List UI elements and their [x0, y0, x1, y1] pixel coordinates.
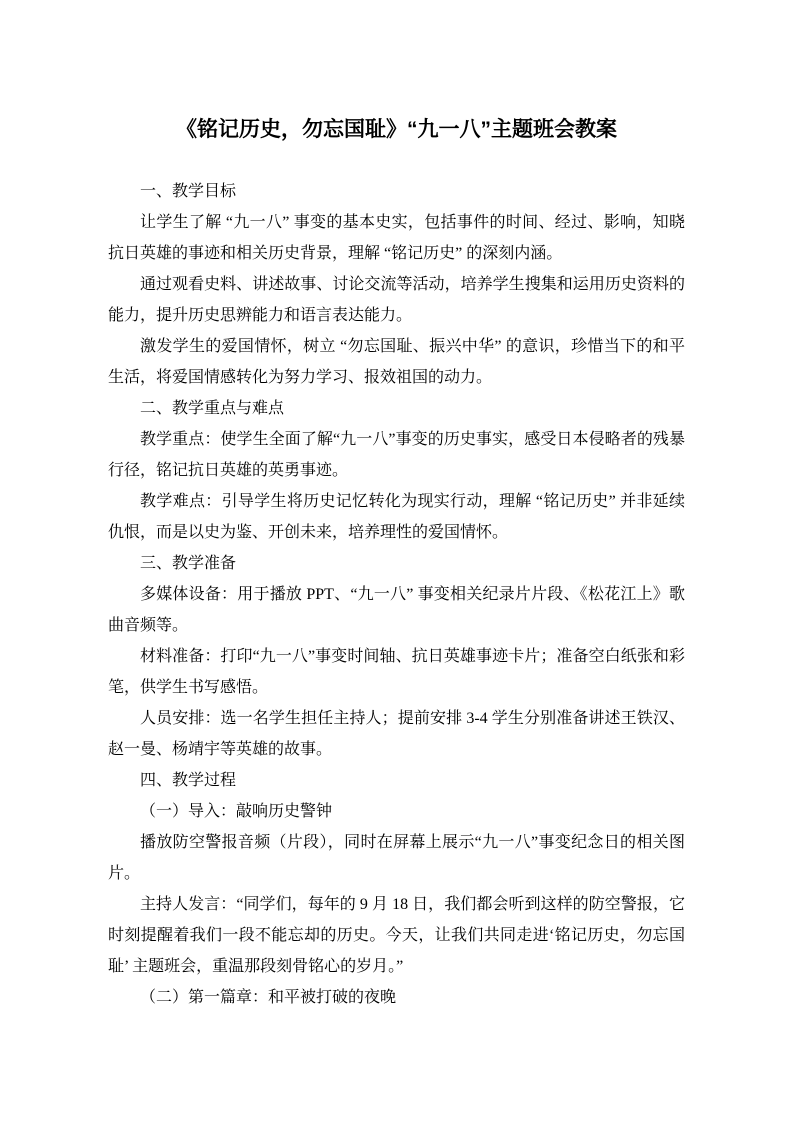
- para-material-preparation: 材料准备：打印“九一八”事变时间轴、抗日英雄事迹卡片；准备空白纸张和彩笔，供学生书写感悟。: [108, 648, 685, 696]
- section-heading-process: 四、教学过程: [140, 772, 237, 789]
- para-objective-emotion: 激发学生的爱国情怀，树立 “勿忘国耻、振兴中华” 的意识，珍惜当下的和平生活，将爱国情感转化为努力学习、报效祖国的动力。: [108, 338, 685, 386]
- para-multimedia-equipment: 多媒体设备：用于播放 PPT、“九一八” 事变相关纪录片片段、《松花江上》歌曲音频等。: [108, 586, 685, 634]
- para-personnel-arrangement: 人员安排：选一名学生担任主持人；提前安排 3-4 学生分别准备讲述王铁汉、赵一曼、杨靖宇等英雄的故事。: [108, 710, 685, 758]
- para-teaching-difficulty: 教学难点：引导学生将历史记忆转化为现实行动，理解 “铭记历史” 并非延续仇恨，而是以史为鉴、开创未来，培养理性的爱国情怀。: [108, 493, 685, 541]
- para-objective-knowledge: 让学生了解 “九一八” 事变的基本史实，包括事件的时间、经过、影响，知晓抗日英雄的事迹和相关历史背景，理解 “铭记历史” 的深刻内涵。: [108, 214, 685, 262]
- document-body: [108, 176, 685, 1013]
- para-teaching-key-point: 教学重点：使学生全面了解“九一八”事变的历史事实，感受日本侵略者的残暴行径，铭记抗日英雄的英勇事迹。: [108, 431, 685, 479]
- subsection-heading-chapter-one: （二）第一篇章：和平被打破的夜晚: [140, 989, 397, 1006]
- para-audio-playback: 播放防空警报音频（片段），同时在屏幕上展示“九一八”事变纪念日的相关图片。: [108, 834, 685, 882]
- section-heading-objectives: 一、教学目标: [140, 183, 237, 200]
- section-heading-preparation: 三、教学准备: [140, 555, 237, 572]
- para-objective-ability: 通过观看史料、讲述故事、讨论交流等活动，培养学生搜集和运用历史资料的能力，提升历史思辨能力和语言表达能力。: [108, 276, 685, 324]
- section-heading-key-points: 二、教学重点与难点: [140, 400, 285, 417]
- subsection-heading-introduction: （一）导入：敲响历史警钟: [140, 803, 333, 820]
- para-host-speech: 主持人发言：“同学们，每年的 9 月 18 日，我们都会听到这样的防空警报，它时刻提醒着我们一段不能忘却的历史。今天，让我们共同走进‘铭记历史，勿忘国耻’ 主题班会，重温那段刻骨铭心的岁月。”: [108, 896, 685, 975]
- document-title: 《铭记历史，勿忘国耻》“九一八”主题班会教案: [176, 118, 617, 141]
